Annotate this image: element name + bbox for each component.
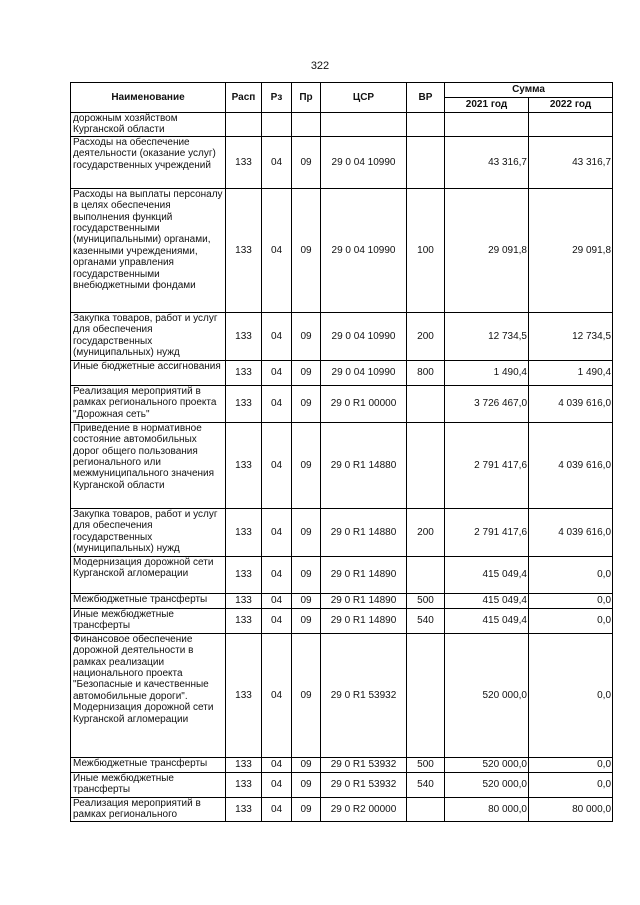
row-name-cell: Финансовое обеспечение дорожной деятельности в рамках реализации национального проекта "Безопасные и качественные автомобильные дороги". Модернизация дорожной сети Курганской агломерации <box>71 633 226 757</box>
row-2021-cell: 415 049,4 <box>445 556 529 593</box>
row-name-cell: дорожным хозяйством Курганской области <box>71 113 226 137</box>
row-2021-cell: 12 734,5 <box>445 312 529 360</box>
page-number: 322 <box>310 60 330 72</box>
row-rz-cell: 04 <box>262 608 292 633</box>
row-name-cell: Иные межбюджетные трансферты <box>71 772 226 797</box>
row-rz-cell: 04 <box>262 757 292 772</box>
row-vr-cell: 200 <box>407 312 445 360</box>
row-name-cell: Межбюджетные трансферты <box>71 757 226 772</box>
row-pr-cell: 09 <box>292 608 321 633</box>
row-vr-cell: 800 <box>407 360 445 385</box>
row-2021-cell: 415 049,4 <box>445 593 529 608</box>
row-rasp-cell: 133 <box>226 633 262 757</box>
table-row <box>71 113 613 137</box>
row-rasp-cell <box>226 113 262 137</box>
row-pr-cell: 09 <box>292 757 321 772</box>
row-name-cell: Расходы на выплаты персоналу в целях обеспечения выполнения функций государственными (муниципальными) органами, казенными учреждениями, органами управления государственными внебюджетными фондами <box>71 188 226 312</box>
row-rz-cell: 04 <box>262 633 292 757</box>
row-csr-cell: 29 0 R1 53932 <box>321 772 407 797</box>
row-vr-cell: 500 <box>407 593 445 608</box>
row-csr-cell: 29 0 04 10990 <box>321 188 407 312</box>
row-rasp-cell: 133 <box>226 797 262 821</box>
row-name-cell: Приведение в нормативное состояние автомобильных дорог общего пользования регионального или межмуниципального значения Курганской области <box>71 422 226 508</box>
row-rasp-cell: 133 <box>226 757 262 772</box>
table-row <box>71 312 613 360</box>
row-2021-cell: 43 316,7 <box>445 136 529 188</box>
row-pr-cell: 09 <box>292 633 321 757</box>
row-rasp-cell: 133 <box>226 593 262 608</box>
row-rasp-cell: 133 <box>226 136 262 188</box>
row-vr-cell: 540 <box>407 608 445 633</box>
row-csr-cell: 29 0 R1 14890 <box>321 593 407 608</box>
row-name-cell: Иные межбюджетные трансферты <box>71 608 226 633</box>
row-vr-cell <box>407 422 445 508</box>
header-sum: Сумма <box>445 83 613 98</box>
row-pr-cell <box>292 113 321 137</box>
row-2022-cell: 0,0 <box>529 772 613 797</box>
row-rasp-cell: 133 <box>226 556 262 593</box>
header-2022: 2022 год <box>529 98 613 113</box>
header-rz: Рз <box>262 83 292 113</box>
table-row <box>71 593 613 608</box>
table-row <box>71 797 613 821</box>
row-rz-cell: 04 <box>262 593 292 608</box>
row-rz-cell: 04 <box>262 385 292 422</box>
row-name-cell: Реализация мероприятий в рамках регионального проекта "Дорожная сеть" <box>71 385 226 422</box>
row-2022-cell: 29 091,8 <box>529 188 613 312</box>
table-row <box>71 385 613 422</box>
row-2021-cell: 80 000,0 <box>445 797 529 821</box>
row-2022-cell <box>529 113 613 137</box>
row-rasp-cell: 133 <box>226 360 262 385</box>
row-name-cell: Расходы на обеспечение деятельности (оказание услуг) государственных учреждений <box>71 136 226 188</box>
row-csr-cell: 29 0 R1 14890 <box>321 608 407 633</box>
row-2021-cell: 520 000,0 <box>445 633 529 757</box>
row-csr-cell: 29 0 R1 53932 <box>321 633 407 757</box>
row-name-cell: Иные бюджетные ассигнования <box>71 360 226 385</box>
row-2022-cell: 4 039 616,0 <box>529 385 613 422</box>
row-2022-cell: 0,0 <box>529 593 613 608</box>
row-2022-cell: 80 000,0 <box>529 797 613 821</box>
row-pr-cell: 09 <box>292 422 321 508</box>
table-row <box>71 422 613 508</box>
row-rz-cell: 04 <box>262 772 292 797</box>
header-pr: Пр <box>292 83 321 113</box>
row-rz-cell: 04 <box>262 136 292 188</box>
row-pr-cell: 09 <box>292 385 321 422</box>
row-pr-cell: 09 <box>292 188 321 312</box>
row-2022-cell: 0,0 <box>529 556 613 593</box>
row-2021-cell: 415 049,4 <box>445 608 529 633</box>
row-vr-cell <box>407 556 445 593</box>
row-csr-cell: 29 0 R1 14880 <box>321 422 407 508</box>
row-pr-cell: 09 <box>292 508 321 556</box>
row-csr-cell: 29 0 R2 00000 <box>321 797 407 821</box>
row-rz-cell: 04 <box>262 556 292 593</box>
row-rz-cell: 04 <box>262 797 292 821</box>
row-2022-cell: 12 734,5 <box>529 312 613 360</box>
table-row <box>71 608 613 633</box>
header-rasp: Расп <box>226 83 262 113</box>
row-pr-cell: 09 <box>292 312 321 360</box>
row-2021-cell <box>445 113 529 137</box>
row-rasp-cell: 133 <box>226 508 262 556</box>
header-2021: 2021 год <box>445 98 529 113</box>
row-rz-cell <box>262 113 292 137</box>
row-csr-cell: 29 0 R1 53932 <box>321 757 407 772</box>
row-2021-cell: 1 490,4 <box>445 360 529 385</box>
table-row <box>71 136 613 188</box>
row-2022-cell: 0,0 <box>529 757 613 772</box>
row-vr-cell: 540 <box>407 772 445 797</box>
row-rasp-cell: 133 <box>226 188 262 312</box>
row-2022-cell: 0,0 <box>529 608 613 633</box>
row-pr-cell: 09 <box>292 593 321 608</box>
row-name-cell: Закупка товаров, работ и услуг для обеспечения государственных (муниципальных) нужд <box>71 312 226 360</box>
row-name-cell: Реализация мероприятий в рамках регионального <box>71 797 226 821</box>
row-vr-cell <box>407 136 445 188</box>
header-vr: ВР <box>407 83 445 113</box>
budget-table <box>70 82 613 822</box>
row-rasp-cell: 133 <box>226 385 262 422</box>
row-pr-cell: 09 <box>292 360 321 385</box>
row-vr-cell <box>407 797 445 821</box>
row-vr-cell <box>407 113 445 137</box>
header-name: Наименование <box>71 83 226 113</box>
row-csr-cell: 29 0 04 10990 <box>321 136 407 188</box>
row-pr-cell: 09 <box>292 797 321 821</box>
table-row <box>71 772 613 797</box>
row-pr-cell: 09 <box>292 136 321 188</box>
row-2022-cell: 4 039 616,0 <box>529 422 613 508</box>
row-rz-cell: 04 <box>262 360 292 385</box>
table-row <box>71 633 613 757</box>
row-2021-cell: 2 791 417,6 <box>445 422 529 508</box>
row-2022-cell: 1 490,4 <box>529 360 613 385</box>
row-csr-cell: 29 0 R1 14890 <box>321 556 407 593</box>
row-csr-cell: 29 0 04 10990 <box>321 360 407 385</box>
header-csr: ЦСР <box>321 83 407 113</box>
table-row <box>71 556 613 593</box>
row-rasp-cell: 133 <box>226 608 262 633</box>
row-rasp-cell: 133 <box>226 772 262 797</box>
row-vr-cell: 500 <box>407 757 445 772</box>
table-row <box>71 188 613 312</box>
row-vr-cell <box>407 385 445 422</box>
row-2021-cell: 520 000,0 <box>445 772 529 797</box>
row-rasp-cell: 133 <box>226 312 262 360</box>
row-vr-cell <box>407 633 445 757</box>
row-2022-cell: 4 039 616,0 <box>529 508 613 556</box>
row-rz-cell: 04 <box>262 508 292 556</box>
row-2021-cell: 29 091,8 <box>445 188 529 312</box>
table-row <box>71 360 613 385</box>
row-name-cell: Модернизация дорожной сети Курганской агломерации <box>71 556 226 593</box>
table-row <box>71 757 613 772</box>
table-header <box>71 83 613 113</box>
row-pr-cell: 09 <box>292 772 321 797</box>
row-rz-cell: 04 <box>262 312 292 360</box>
row-rz-cell: 04 <box>262 422 292 508</box>
row-csr-cell: 29 0 R1 00000 <box>321 385 407 422</box>
row-pr-cell: 09 <box>292 556 321 593</box>
row-csr-cell <box>321 113 407 137</box>
row-2021-cell: 2 791 417,6 <box>445 508 529 556</box>
table-body <box>71 113 613 822</box>
row-2021-cell: 3 726 467,0 <box>445 385 529 422</box>
row-csr-cell: 29 0 04 10990 <box>321 312 407 360</box>
row-2022-cell: 0,0 <box>529 633 613 757</box>
row-rasp-cell: 133 <box>226 422 262 508</box>
table-row <box>71 508 613 556</box>
row-vr-cell: 100 <box>407 188 445 312</box>
row-name-cell: Межбюджетные трансферты <box>71 593 226 608</box>
row-rz-cell: 04 <box>262 188 292 312</box>
row-name-cell: Закупка товаров, работ и услуг для обеспечения государственных (муниципальных) нужд <box>71 508 226 556</box>
row-vr-cell: 200 <box>407 508 445 556</box>
row-2022-cell: 43 316,7 <box>529 136 613 188</box>
row-2021-cell: 520 000,0 <box>445 757 529 772</box>
row-csr-cell: 29 0 R1 14880 <box>321 508 407 556</box>
